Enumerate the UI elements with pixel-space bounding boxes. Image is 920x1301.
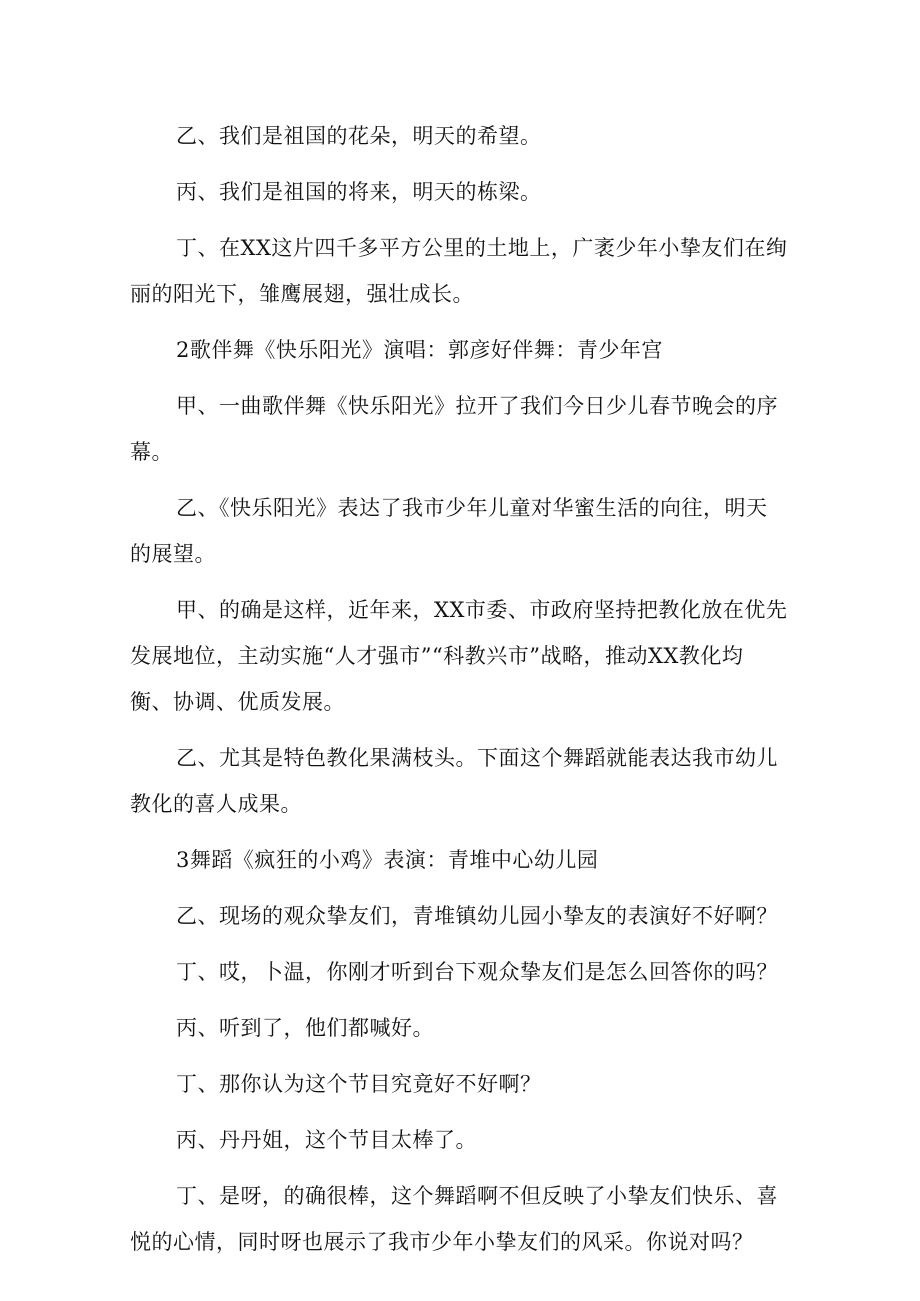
paragraph-14	[176, 1117, 804, 1163]
paragraph-10	[176, 893, 804, 939]
paragraph-line: 幕。	[130, 440, 173, 464]
paragraph-line: 的展望。	[130, 542, 216, 566]
paragraph-line: 甲、一曲歌伴舞《快乐阳光》拉开了我们今日少儿春节晚会的序	[176, 394, 778, 418]
paragraph-13	[176, 1061, 804, 1107]
paragraph-line: 乙、我们是祖国的花朵，明天的希望。	[176, 124, 542, 148]
paragraph-line: 乙、尤其是特色教化果满枝头。下面这个舞蹈就能表达我市幼儿	[176, 746, 778, 770]
paragraph-line: 悦的心情，同时呀也展示了我市少年小挚友们的风采。你说对吗？	[130, 1230, 754, 1254]
program-item-3	[176, 837, 804, 883]
paragraph-15	[130, 1173, 804, 1265]
paragraph-5	[130, 383, 804, 475]
paragraph-12	[176, 1005, 804, 1051]
paragraph-line: 丙、听到了，他们都喊好。	[176, 1016, 434, 1040]
paragraph-7	[130, 587, 804, 725]
paragraph-line: 丙、丹丹姐，这个节目太棒了。	[176, 1128, 477, 1152]
paragraph-line: 甲、的确是这样，近年来，XX市委、市政府坚持把教化放在优先	[176, 598, 788, 622]
paragraph-3	[130, 225, 804, 317]
paragraph-line: 丽的阳光下，雏鹰展翅，强壮成长。	[130, 282, 474, 306]
paragraph-line: 发展地位，主动实施“人才强市”“科教兴市”战略，推动XX教化均	[130, 644, 744, 668]
paragraph-line: 3舞蹈《疯狂的小鸡》表演：青堆中心幼儿园	[176, 848, 599, 872]
program-item-2	[176, 327, 804, 373]
paragraph-line: 丁、那你认为这个节目究竟好不好啊？	[176, 1072, 542, 1096]
paragraph-11	[176, 949, 804, 995]
paragraph-line: 丁、是呀，的确很棒，这个舞蹈啊不但反映了小挚友们快乐、喜	[176, 1184, 778, 1208]
paragraph-line: 衡、协调、优质发展。	[130, 690, 345, 714]
paragraph-line: 丁、在XX这片四千多平方公里的土地上，广袤少年小挚友们在绚	[176, 236, 788, 260]
paragraph-line: 教化的喜人成果。	[130, 792, 302, 816]
paragraph-line: 丁、哎，卜温，你刚才听到台下观众挚友们是怎么回答你的吗？	[176, 960, 778, 984]
paragraph-line: 乙、《快乐阳光》表达了我市少年儿童对华蜜生活的向往，明天	[176, 496, 768, 520]
paragraph-line: 2歌伴舞《快乐阳光》演唱：郭彦好伴舞：青少年宫	[176, 338, 663, 362]
document-body	[130, 113, 804, 1265]
paragraph-line: 乙、现场的观众挚友们，青堆镇幼儿园小挚友的表演好不好啊？	[176, 904, 778, 928]
paragraph-8	[130, 735, 804, 827]
paragraph-1	[176, 113, 804, 159]
paragraph-2	[176, 169, 804, 215]
paragraph-line: 丙、我们是祖国的将来，明天的栋梁。	[176, 180, 542, 204]
paragraph-6	[130, 485, 804, 577]
